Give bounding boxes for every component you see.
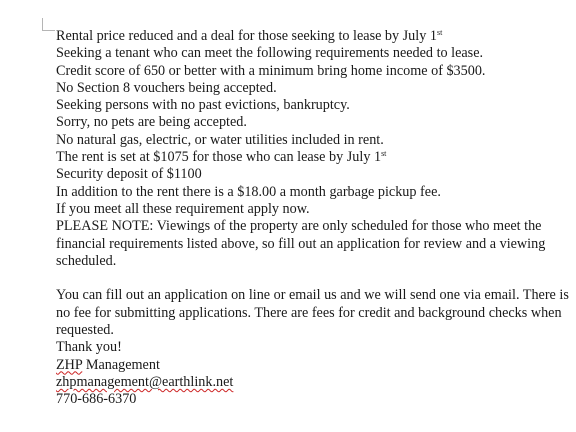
line-company-name: ZHP Management: [56, 356, 160, 373]
line-section-8: No Section 8 vouchers being accepted.: [56, 79, 277, 96]
line-credit-score: Credit score of 650 or better with a minimum bring home income of $3500.: [56, 62, 486, 79]
line-utilities: No natural gas, electric, or water utilities included in rent.: [56, 131, 384, 148]
line-phone: 770-686-6370: [56, 391, 137, 408]
paragraph-application-info: You can fill out an application on line or email us and we will send one via email. There is no fee for submitting applications. There are fees for credit and background checks when requested.: [56, 287, 569, 339]
line-garbage-fee: In addition to the rent there is a $18.00 a month garbage pickup fee.: [56, 183, 441, 200]
line-no-pets: Sorry, no pets are being accepted.: [56, 114, 247, 131]
line-no-evictions: Seeking persons with no past evictions, bankruptcy.: [56, 97, 350, 114]
spellcheck-word-zhp: ZHP: [56, 356, 83, 373]
document-body[interactable]: [56, 28, 576, 409]
line-email: [56, 374, 576, 391]
line-security-deposit: Security deposit of $1100: [56, 166, 202, 183]
line-thank-you: Thank you!: [56, 339, 122, 356]
line-rent-amount: The rent is set at $1075 for those who can lease by July 1st: [56, 149, 387, 166]
line-apply-now: If you meet all these requirement apply now.: [56, 200, 310, 217]
text-boundary-mark: [42, 18, 55, 31]
blank-line: [56, 270, 576, 287]
line-price-reduced: Rental price reduced and a deal for those seeking to lease by July 1st: [56, 28, 443, 44]
line-seeking-tenant: Seeking a tenant who can meet the following requirements needed to lease.: [56, 45, 484, 62]
paragraph-please-note: PLEASE NOTE: Viewings of the property are only scheduled for those who meet the financial requirements listed above, so fill out an application for review and a viewing scheduled.: [56, 218, 546, 269]
email-address: zhpmanagement@earthlink.net: [56, 373, 234, 390]
